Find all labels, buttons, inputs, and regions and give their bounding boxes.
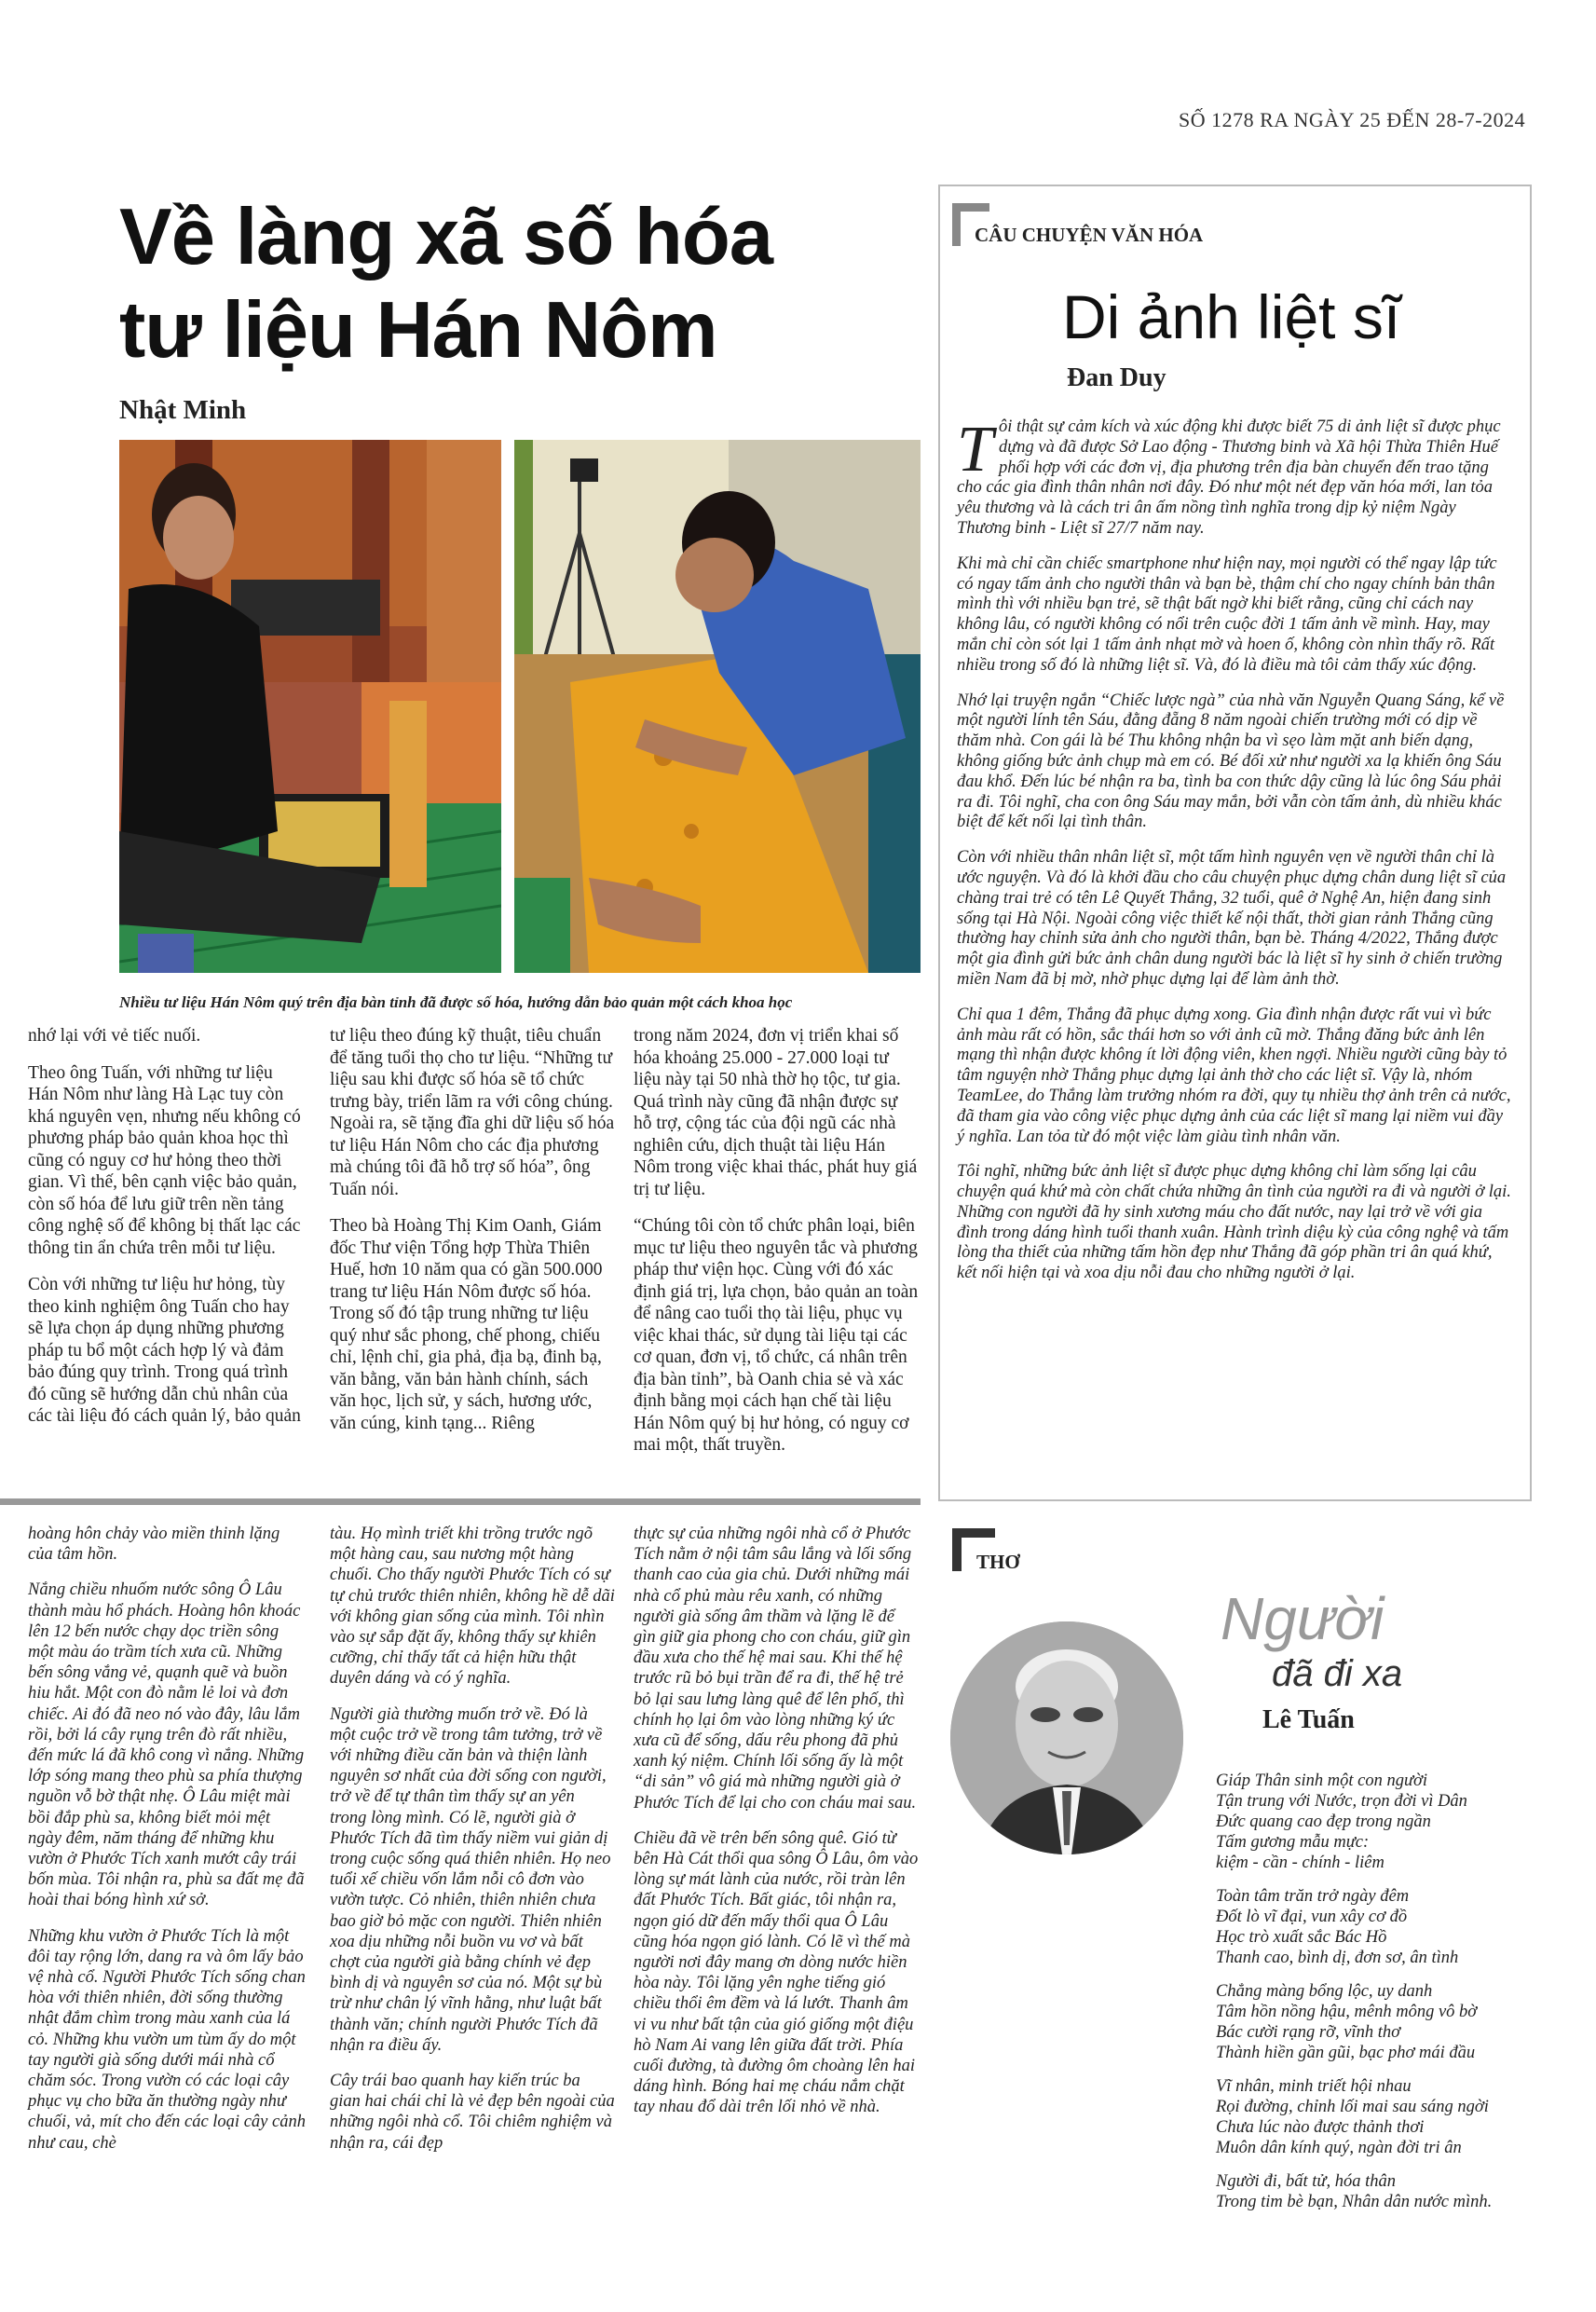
essay-column-1 xyxy=(28,1524,307,2168)
paragraph: Còn với những tư liệu hư hỏng, tùy theo kinh nghiệm ông Tuấn cho hay sẽ lựa chọn áp dụng những phương pháp tu bổ một cách hợp lý và đảm bảo đúng quy trình. Trong quá trình đó cũng sẽ hướng dẫn chủ nhân của các tài liệu đó cách quản lý, bảo quản xyxy=(28,1275,301,1426)
paragraph: Theo bà Hoàng Thị Kim Oanh, Giám đốc Thư viện Tổng hợp Thừa Thiên Huế, hơn 10 năm qua có gần 500.000 trang tư liệu Hán Nôm được số hóa. Trong số đó tập trung những tư liệu quý như sắc phong, chế phong, chiếu chỉ, lệnh chỉ, gia phả, địa bạ, đinh bạ, văn bằng, văn bản hành chính, sách văn học, lịch sử, y sách, hương ước, văn cúng, kinh tạng... Riêng xyxy=(330,1216,603,1433)
paragraph: trong năm 2024, đơn vị triển khai số hóa khoảng 25.000 - 27.000 loại tư liệu này tại 50 nhà thờ họ tộc, tư gia. Quá trình này cũng đã nhận được sự hỗ trợ, cộng tác của đội ngũ các nhà nghiên cứu, dịch thuật tài liệu Hán Nôm trong việc khai thác, phát huy giá trị tư liệu. xyxy=(634,1026,918,1199)
paragraph: Những khu vườn ở Phước Tích là một đôi tay rộng lớn, dang ra và ôm lấy bảo vệ nhà cổ. Người Phước Tích sống chan hòa với thiên nhiên, đời sống thường nhật đắm chìm trong màu xanh của lá cỏ. Những khu vườn um tùm ấy do một tay người già sống dưới mái nhà cổ chăm sóc. Trong vườn có các loại cây phục vụ cho bữa ăn thường ngày như chuối, vả, mít cho đến các loại cây cảnh như cau, chè xyxy=(28,1926,306,2153)
article-title-line1: Về làng xã số hóa xyxy=(119,193,773,281)
paragraph: tàu. Họ mình triết khi trồng trước ngõ một hàng cau, sau nương một hàng chuối. Cho thấy người Phước Tích có sự tự chủ trước thiên nhiên, không hề dễ dãi với không gian sống của mình. Tôi nhìn vào sự sắp đặt ấy, không thấy sự khiên cưỡng, chỉ thấy tất cả hiện hữu thật duyên dáng và có ý nghĩa. xyxy=(330,1525,615,1689)
article-author: Nhật Minh xyxy=(119,395,247,425)
story-section-label: CÂU CHUYỆN VĂN HÓA xyxy=(975,224,1204,246)
paragraph: Tôi nghĩ, những bức ảnh liệt sĩ được phục dựng không chỉ làm sống lại câu chuyện quá khứ mà còn chất chứa những ân tình của người ra đi và người ở lại. Những con người đã hy sinh xương máu cho đất nước, nay lại trở về với gia đình trong dáng hình tuổi thanh xuân. Hành trình diệu kỳ của công nghệ và tấm lòng tha thiết của những tấm hồn đẹp như Thắng đã góp phần tri ân quá khứ, kết nối hiện tại và xoa dịu nỗi đau cho những người ở lại. xyxy=(957,1162,1511,1283)
paragraph: hoàng hôn chảy vào miền thinh lặng của tâm hồn. xyxy=(28,1525,280,1565)
poem-stanza xyxy=(1216,2171,1533,2212)
poem-line: Muôn dân kính quý, ngàn đời tri ân xyxy=(1216,2139,1462,2157)
poem-line: Rọi đường, chỉnh lối mai sau sáng ngời xyxy=(1216,2098,1489,2116)
photo-man-laptop xyxy=(119,440,501,973)
paragraph: Nắng chiều nhuốm nước sông Ô Lâu thành màu hổ phách. Hoàng hôn khoác lên 12 bến nước chạy dọc triền sông một màu áo trầm tích xưa cũ. Những bến sông vắng vẻ, quạnh quẽ và buồn hiu hắt. Một con đò nằm lẻ loi và đơn chiếc. Ai đó đã neo nó vào đây, lâu lắm rồi, bởi lá cây rụng trên đò rất nhiều, đến mức lá đã khô cong vì nắng. Những lớp sóng mang theo phù sa phía thượng nguồn vỗ bờ thật nhẹ. Ô Lâu miệt mài bồi đắp phù sa, không biết mỏi mệt ngày đêm, năm tháng để những khu vườn ở Phước Tích xanh mướt cây trái bốn mùa. Tôi nhận ra, phù sa đất mẹ đã hoài thai bóng hình xứ sở. xyxy=(28,1580,305,1910)
article-column-1 xyxy=(28,1025,307,1443)
poem-line: Bác cười rạng rỡ, vĩnh thơ xyxy=(1216,2023,1400,2042)
essay-column-2 xyxy=(330,1524,615,2168)
poem-line: Học trò xuất sắc Bác Hồ xyxy=(1216,1928,1387,1947)
story-lead: ôi thật sự cảm kích và xúc động khi được biết 75 di ảnh liệt sĩ được phục dựng và đã được Sở Lao động - Thương binh và Xã hội Thừa Thiên Huế phối hợp với các đơn vị, địa phương trên địa bàn chuyển đến trao tặng cho các gia đình thân nhân nơi đây. Đó như một nét đẹp văn hóa mới, lan tỏa yêu thương và là cách tri ân ấm nồng tình nghĩa trong dịp kỷ niệm Ngày Thương binh - Liệt sĩ 27/7 năm nay. xyxy=(957,417,1501,538)
paragraph: tư liệu theo đúng kỹ thuật, tiêu chuẩn để tăng tuổi thọ cho tư liệu. “Những tư liệu sau khi được số hóa sẽ tổ chức trưng bày, triển lãm ra với công chúng. Ngoài ra, sẽ tặng đĩa ghi dữ liệu số hóa tư liệu Hán Nôm cho các địa phương mà chúng tôi đã hỗ trợ số hóa”, ông Tuấn nói. xyxy=(330,1026,615,1199)
poem-line: Tâm hồn nồng hậu, mênh mông vô bờ xyxy=(1216,2003,1478,2021)
poem-line: Thanh cao, bình dị, đơn sơ, ân tình xyxy=(1216,1949,1459,1967)
poem-title-line1: Người xyxy=(1221,1585,1385,1652)
dropcap: T xyxy=(957,414,993,486)
paragraph: thực sự của những ngôi nhà cổ ở Phước Tích nằm ở nội tâm sâu lắng và lối sống thanh cao của gia chủ. Dưới những mái nhà cổ phủ màu rêu xanh, có những người già sống âm thầm và lặng lẽ để gìn giữ gia phong cho con cháu, giữ gìn đầu xưa cho thế hệ mai sau. Khi thế hệ trước rũ bỏ bụi trần để ra đi, thế hệ trẻ bỏ lại sau lưng làng quê để lên phố, thì chính họ lại ôm vào lòng những ký ức xưa cũ để sống, dấu rêu phong đã phủ xanh ký niệm. Chính lối sống ấy là một “di sản” vô giá mà những người già ở Phước Tích để lại cho con cháu mai sau. xyxy=(634,1525,917,1813)
story-author: Đan Duy xyxy=(1067,363,1166,392)
article-column-3 xyxy=(634,1025,919,1471)
poem-stanza xyxy=(1216,1771,1533,1873)
story-body xyxy=(957,414,1514,1299)
poem-line: Tận trung với Nước, trọn đời vì Dân xyxy=(1216,1792,1467,1811)
poem-line: kiệm - cần - chính - liêm xyxy=(1216,1854,1385,1872)
paragraph: Chỉ qua 1 đêm, Thắng đã phục dựng xong. Gia đình nhận được rất vui vì bức ảnh màu rất có hồn, sắc thái hơn so với ảnh cũ mờ. Thắng đăng bức ảnh lên mạng thì nhận được không ít lời động viên, khen ngợi. Nhiều người cũng bày tỏ tâm nguyện nhờ Thắng phục dựng lại ảnh thờ cho các liệt sĩ. Vậy là, nhóm TeamLee, do Thắng làm trưởng nhóm ra đời, quy tụ nhiều thợ ảnh trên cả nước, đã tham gia vào công việc phục dựng ảnh của các liệt sĩ mang lại niềm vui đầy ý nghĩa. Lan tỏa từ đó một việc làm giàu tình nhân văn. xyxy=(957,1005,1511,1146)
essay-column-3 xyxy=(634,1524,919,2133)
poem-line: Người đi, bất tử, hóa thân xyxy=(1216,2172,1396,2191)
article-column-2 xyxy=(330,1025,615,1449)
poem-line: Giáp Thân sinh một con người xyxy=(1216,1772,1428,1790)
paragraph: Theo ông Tuấn, với những tư liệu Hán Nôm như làng Hà Lạc tuy còn khá nguyên vẹn, nhưng nếu không có phương pháp bảo quản khoa học thì cũng có nguy cơ hư hỏng theo thời gian. Vì thế, bên cạnh việc bảo quản, còn số hóa để lưu giữ trên nền tảng công nghệ số để không bị thất lạc các thông tin ẩn chứa trên mỗi tư liệu. xyxy=(28,1062,301,1258)
paragraph: Cây trái bao quanh hay kiến trúc ba gian hai chái chỉ là vẻ đẹp bên ngoài của những ngôi nhà cổ. Tôi chiêm nghiệm và nhận ra, cái đẹp xyxy=(330,2072,615,2153)
article-title xyxy=(119,191,865,377)
poem-line: Trong tim bè bạn, Nhân dân nước mình. xyxy=(1216,2193,1493,2211)
paragraph: Chiều đã về trên bến sông quê. Gió từ bên Hà Cát thổi qua sông Ô Lâu, ôm vào lòng sự mát lành của nước, rồi tràn lên đất Phước Tích. Bất giác, tôi nhận ra, ngọn gió dữ đến mấy thổi qua Ô Lâu cũng hóa ngọn gió lành. Có lẽ vì thế mà người nơi đây mang ơn dòng nước hiền hòa này. Tôi lặng yên nghe tiếng gió chiều thổi êm đềm và lá lướt. Thanh âm vi vu như bất tận của gió giống một điệu hò Nam Ai vang lên giữa đất trời. Phía cuối đường, tà đường ôm choàng lên hai dáng hình. Bóng hai mẹ cháu nắm chặt tay nhau đổ dài trên lối nhỏ về nhà. xyxy=(634,1828,919,2117)
poem-line: Tấm gương mẫu mực: xyxy=(1216,1833,1370,1852)
poem-section-label: THƠ xyxy=(976,1551,1020,1573)
story-title: Di ảnh liệt sĩ xyxy=(1062,282,1401,351)
section-divider xyxy=(0,1498,921,1505)
poem-stanza xyxy=(1216,2076,1533,2158)
paragraph: Còn với nhiều thân nhân liệt sĩ, một tấm hình nguyên vẹn về người thân chỉ là ước nguyện. Và đó là khởi đầu cho câu chuyện phục dựng chân dung liệt sĩ của chàng trai trẻ có tên Lê Quyết Thắng, 32 tuổi, quê ở Nghệ An, hiện đang sinh sống tại Hà Nội. Ngoài công việc thiết kế nội thất, thời gian rảnh Thắng cũng thường hay chỉnh sửa ảnh cho người thân, bạn bè. Tháng 4/2022, Thắng được một gia đình gửi bức ảnh chân dung người bác là liệt sĩ hy sinh ở chiến trường miền Nam đã bị mờ, nhờ phục dựng lại để làm ảnh thờ. xyxy=(957,848,1507,989)
paragraph: nhớ lại với vẻ tiếc nuối. xyxy=(28,1026,201,1046)
paragraph: “Chúng tôi còn tổ chức phân loại, biên mục tư liệu theo nguyên tắc và phương pháp thư viện học. Cùng với đó xác định giá trị, lựa chọn, bảo quản an toàn để nâng cao tuổi thọ tài liệu, phục vụ việc khai thác, sử dụng tài liệu tại các cơ quan, đơn vị, tổ chức, cá nhân trên địa bàn tỉnh”, bà Oanh chia sẻ và xác định bằng mọi cách hạn chế tài liệu Hán Nôm quý bị hư hỏng, có nguy cơ mai một, thất truyền. xyxy=(634,1216,919,1455)
poem-line: Đức quang cao đẹp trong ngần xyxy=(1216,1813,1431,1831)
issue-date: SỐ 1278 RA NGÀY 25 ĐẾN 28-7-2024 xyxy=(1179,108,1526,131)
paragraph: Nhớ lại truyện ngắn “Chiếc lược ngà” của nhà văn Nguyễn Quang Sáng, kể về một người lính tên Sáu, đằng đẵng 8 năm ngoài chiến trường mới có dịp về thăm nhà. Con gái là bé Thu không nhận ba vì sẹo làm mặt anh biến dạng, không giống bức ảnh chụp mà em có. Bé đối xử như người xa lạ khiến ông Sáu đau khổ. Đến lúc bé nhận ra ba, tình ba con thức dậy cũng là lúc ông Sáu phải ra đi. Tôi nghĩ, cha con ông Sáu may mắn, bởi vẫn còn tấm ảnh, dù nhiều khác biệt để kết nối lại tình thân. xyxy=(957,691,1505,832)
poem-stanza xyxy=(1216,1981,1533,2063)
poem-line: Thành hiền gần gũi, bạc phơ mái đầu xyxy=(1216,2044,1476,2062)
poem-line: Chưa lúc nào được thảnh thơi xyxy=(1216,2118,1425,2137)
poem-body xyxy=(1216,1771,1533,2225)
poem-title-line2: đã đi xa xyxy=(1272,1653,1403,1694)
photo-caption: Nhiều tư liệu Hán Nôm quý trên địa bàn tỉnh đã được số hóa, hướng dẫn bảo quản một cách khoa học xyxy=(119,993,793,1011)
poem-line: Đốt lò vĩ đại, vun xây cơ đồ xyxy=(1216,1908,1408,1926)
poem-line: Toàn tâm trăn trở ngày đêm xyxy=(1216,1887,1410,1906)
poem-author: Lê Tuấn xyxy=(1262,1705,1355,1734)
paragraph: Khi mà chỉ cần chiếc smartphone như hiện nay, mọi người có thể ngay lập tức có ngay tấm ảnh cho người thân và bạn bè, thậm chí cho ngay chính bản thân mình thì với nhiều bạn trẻ, sẽ thật bất ngờ khi biết rằng, cũng chỉ cách nay không lâu, có người không có nổi trên cuộc đời 1 tấm ảnh về mình. Hay, may mắn chỉ còn sót lại 1 tấm ảnh nhạt mờ và hoen ố, không còn nhìn thấy rõ. Rất nhiều trong số đó là những liệt sĩ. Và, đó là điều mà tôi cảm thấy xúc động. xyxy=(957,554,1497,675)
paragraph: Người già thường muốn trở về. Đó là một cuộc trở về trong tâm tưởng, trở về với những điều căn bản và thiện lành nguyên sơ nhất của đời sống con người, trở về để tự thân tìm thấy sự an yên trong lòng mình. Có lẽ, người già ở Phước Tích đã tìm thấy niềm vui giản dị trong cuộc sống quá thiên nhiên. Họ neo tuổi xế chiều vốn lắm nỗi cô đơn vào vườn tược. Cỏ nhiên, thiên nhiên chưa bao giờ bỏ mặc con người. Thiên nhiên xoa dịu những nỗi buồn vu vơ và bất chợt của người già bằng chính vẻ đẹp bình dị và nguyên sơ của nó. Một sự bù trừ như chân lý vĩnh hằng, như luật bất thành văn; chính người Phước Tích đã nhận ra điều ấy. xyxy=(330,1704,611,2055)
portrait-photo xyxy=(950,1621,1183,1854)
poem-line: Vĩ nhân, minh triết hội nhau xyxy=(1216,2077,1412,2096)
article-title-line2: tư liệu Hán Nôm xyxy=(119,286,717,375)
poem-line: Chẳng màng bổng lộc, uy danh xyxy=(1216,1982,1433,2001)
poem-stanza xyxy=(1216,1886,1533,1968)
photo-man-scroll xyxy=(514,440,921,973)
